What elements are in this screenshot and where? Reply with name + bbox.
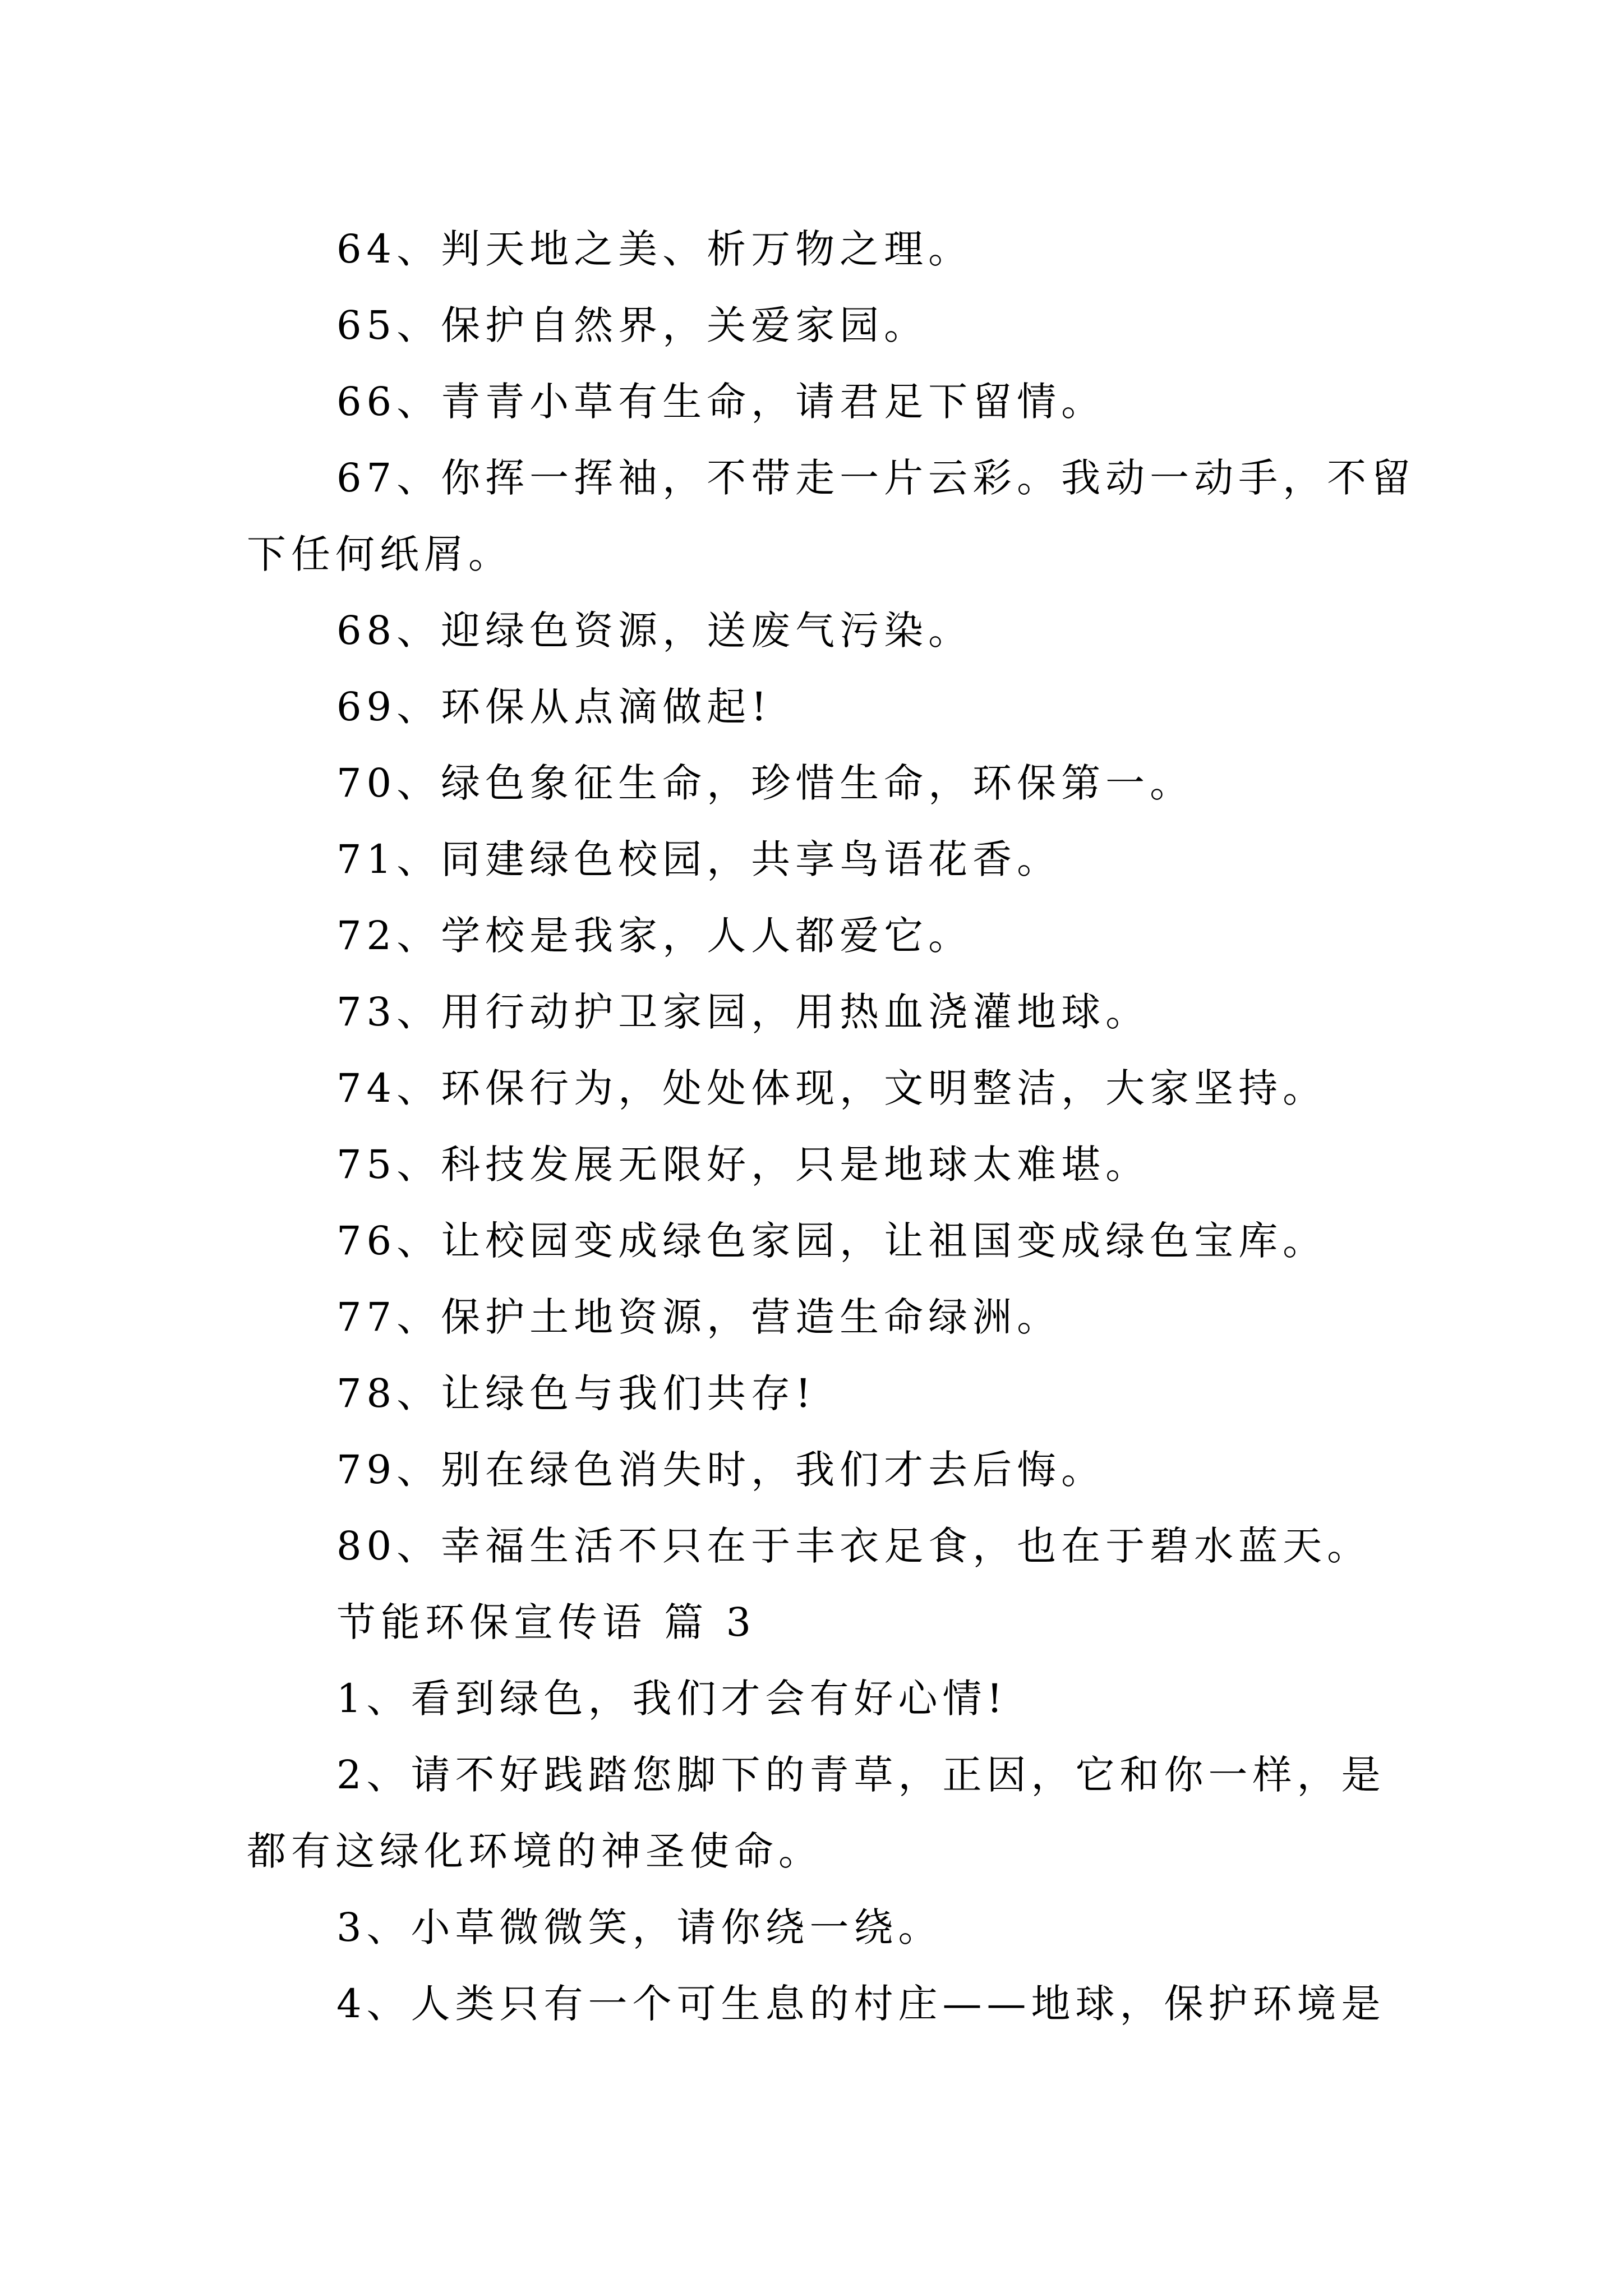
slogan-line: 69、环保从点滴做起! [336, 684, 772, 730]
slogan-line: 79、别在绿色消失时，我们才去后悔。 [336, 1447, 1106, 1493]
slogan-line-continuation: 下任何纸屑。 [247, 531, 513, 577]
slogan-line: 3、小草微微笑，请你绕一绕。 [336, 1904, 943, 1950]
slogan-line: 80、幸福生活不只在于丰衣足食，也在于碧水蓝天。 [336, 1523, 1372, 1569]
slogan-line: 4、人类只有一个可生息的村庄——地球，保护环境是 [336, 1981, 1386, 2027]
slogan-line: 71、同建绿色校园，共享鸟语花香。 [336, 836, 1062, 882]
slogan-line-continuation: 都有这绿化环境的神圣使命。 [247, 1828, 823, 1874]
slogan-line: 68、迎绿色资源，送废气污染。 [336, 608, 973, 654]
slogan-line: 72、学校是我家，人人都爱它。 [336, 913, 973, 959]
slogan-line: 70、绿色象征生命，珍惜生命，环保第一。 [336, 760, 1195, 806]
section-heading: 节能环保宣传语 篇 3 [336, 1599, 757, 1645]
slogan-line: 73、用行动护卫家园，用热血浇灌地球。 [336, 989, 1150, 1035]
slogan-line: 67、你挥一挥袖，不带走一片云彩。我动一动手，不留 [336, 455, 1416, 501]
document-body [247, 211, 1416, 2042]
slogan-line: 77、保护土地资源，营造生命绿洲。 [336, 1294, 1062, 1340]
slogan-line: 65、保护自然界，关爱家园。 [336, 302, 929, 348]
slogan-line: 66、青青小草有生命，请君足下留情。 [336, 379, 1106, 425]
slogan-line: 64、判天地之美、析万物之理。 [336, 226, 973, 272]
slogan-line: 78、让绿色与我们共存! [336, 1370, 817, 1416]
slogan-line: 76、让校园变成绿色家园，让祖国变成绿色宝库。 [336, 1218, 1327, 1264]
slogan-line: 74、环保行为，处处体现，文明整洁，大家坚持。 [336, 1065, 1327, 1111]
slogan-line: 75、科技发展无限好，只是地球太难堪。 [336, 1142, 1150, 1188]
slogan-line: 2、请不好践踏您脚下的青草，正因，它和你一样，是 [336, 1752, 1386, 1798]
slogan-line: 1、看到绿色，我们才会有好心情! [336, 1676, 1008, 1722]
